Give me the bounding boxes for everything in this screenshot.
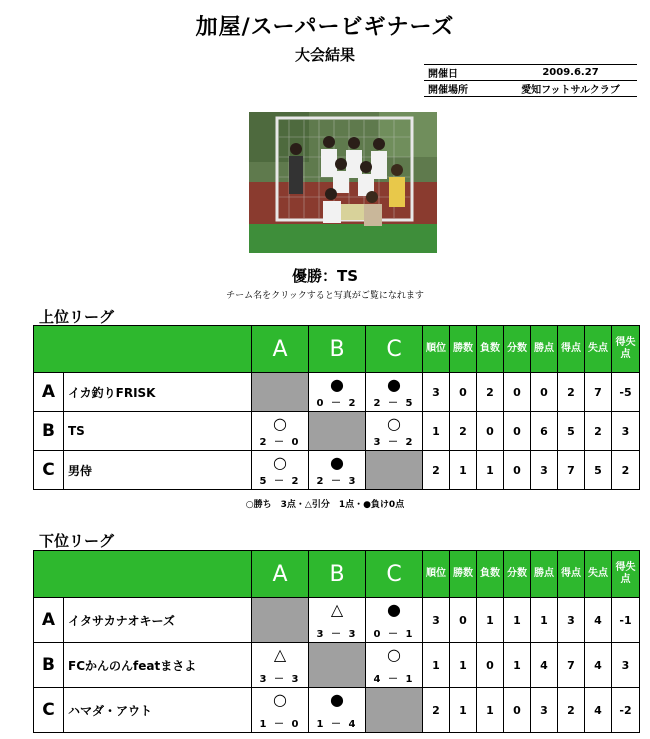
row-letter: C — [34, 688, 64, 733]
scoring-legend: ○勝ち 3点・△引分 1点・●負け0点 — [245, 500, 405, 510]
match-result-cell — [309, 373, 366, 412]
col-header-draws: 分数 — [504, 551, 531, 598]
match-score: 1 － 4 — [316, 719, 358, 730]
stat-goals-against: 5 — [585, 451, 612, 490]
col-header-a: A — [252, 551, 309, 598]
col-header-draws: 分数 — [504, 326, 531, 373]
upper-header-row — [34, 326, 640, 373]
self-match-cell — [252, 373, 309, 412]
header-blank — [34, 326, 252, 373]
win-mark: ○ — [387, 645, 401, 664]
event-venue-value: 愛知フットサルクラブ — [504, 81, 637, 97]
stat-goals-against: 4 — [585, 643, 612, 688]
event-date-value: 2009.6.27 — [504, 65, 637, 81]
col-header-a: A — [252, 326, 309, 373]
stat-goal-diff: -2 — [612, 688, 640, 733]
event-date-row — [424, 65, 637, 81]
table-row — [34, 451, 640, 490]
draw-mark: △ — [273, 645, 287, 664]
match-score: 2 － 0 — [259, 437, 301, 448]
win-mark: ○ — [273, 453, 287, 472]
win-mark: ○ — [273, 690, 287, 709]
stat-draws: 0 — [504, 412, 531, 451]
stat-rank: 3 — [423, 598, 450, 643]
loss-mark: ● — [387, 375, 401, 394]
stat-rank: 1 — [423, 412, 450, 451]
col-header-wins: 勝数 — [450, 551, 477, 598]
match-result-cell — [252, 412, 309, 451]
match-result-cell — [309, 688, 366, 733]
match-score: 5 － 2 — [259, 476, 301, 487]
stat-goals-against: 4 — [585, 688, 612, 733]
team-name-link[interactable]: 男侍 — [64, 451, 252, 490]
stat-draws: 0 — [504, 451, 531, 490]
col-header-losses: 負数 — [477, 326, 504, 373]
lower-league-title: 下位リーグ — [39, 532, 115, 550]
stat-goal-diff: 3 — [612, 643, 640, 688]
col-header-points: 勝点 — [531, 551, 558, 598]
team-photo — [249, 112, 437, 253]
stat-goals-against: 4 — [585, 598, 612, 643]
photo-note: チーム名をクリックすると写真がご覧になれます — [226, 291, 424, 301]
stat-wins: 1 — [450, 688, 477, 733]
match-result-cell — [252, 451, 309, 490]
match-result-cell — [252, 643, 309, 688]
upper-league-table — [33, 325, 640, 490]
stat-goals-for: 7 — [558, 451, 585, 490]
stat-goals-against: 2 — [585, 412, 612, 451]
self-match-cell — [309, 412, 366, 451]
stat-points: 6 — [531, 412, 558, 451]
match-result-cell — [366, 412, 423, 451]
table-row — [34, 643, 640, 688]
match-score: 0 － 1 — [373, 629, 415, 640]
loss-mark: ● — [330, 453, 344, 472]
self-match-cell — [366, 688, 423, 733]
table-row — [34, 373, 640, 412]
self-match-cell — [309, 643, 366, 688]
stat-goals-for: 2 — [558, 688, 585, 733]
match-score: 4 － 1 — [373, 674, 415, 685]
col-header-b: B — [309, 326, 366, 373]
stat-goal-diff: 2 — [612, 451, 640, 490]
stat-points: 4 — [531, 643, 558, 688]
stat-wins: 1 — [450, 451, 477, 490]
col-header-wins: 勝数 — [450, 326, 477, 373]
stat-losses: 0 — [477, 412, 504, 451]
team-name-link[interactable]: FCかんのんfeatまさよ — [64, 643, 252, 688]
match-score: 2 － 5 — [373, 398, 415, 409]
row-letter: A — [34, 373, 64, 412]
col-header-goals-for: 得点 — [558, 326, 585, 373]
match-result-cell — [366, 373, 423, 412]
match-score: 1 － 0 — [259, 719, 301, 730]
col-header-losses: 負数 — [477, 551, 504, 598]
table-row — [34, 688, 640, 733]
stat-rank: 3 — [423, 373, 450, 412]
loss-mark: ● — [330, 375, 344, 394]
page-title: 加屋/スーパービギナーズ — [195, 15, 455, 40]
lower-league-table — [33, 550, 640, 733]
match-score: 3 － 3 — [259, 674, 301, 685]
match-score: 0 － 2 — [316, 398, 358, 409]
header-blank — [34, 551, 252, 598]
col-header-b: B — [309, 551, 366, 598]
match-score: 3 － 2 — [373, 437, 415, 448]
col-header-goals-for: 得点 — [558, 551, 585, 598]
event-venue-label: 開催場所 — [424, 81, 504, 97]
row-letter: B — [34, 643, 64, 688]
col-header-rank: 順位 — [423, 551, 450, 598]
col-header-points: 勝点 — [531, 326, 558, 373]
stat-wins: 0 — [450, 598, 477, 643]
lower-header-row — [34, 551, 640, 598]
table-row — [34, 412, 640, 451]
stat-losses: 1 — [477, 598, 504, 643]
match-result-cell — [309, 598, 366, 643]
col-header-c: C — [366, 326, 423, 373]
stat-points: 1 — [531, 598, 558, 643]
match-score: 3 － 3 — [316, 629, 358, 640]
col-header-goals-against: 失点 — [585, 551, 612, 598]
stat-wins: 0 — [450, 373, 477, 412]
team-name-link[interactable]: イタサカナオキーズ — [64, 598, 252, 643]
match-result-cell — [366, 643, 423, 688]
page-subtitle: 大会結果 — [294, 46, 355, 64]
row-letter: B — [34, 412, 64, 451]
stat-points: 3 — [531, 451, 558, 490]
col-header-goal-diff: 得失点 — [612, 326, 640, 373]
loss-mark: ● — [330, 690, 344, 709]
stat-rank: 2 — [423, 688, 450, 733]
stat-goal-diff: -1 — [612, 598, 640, 643]
match-result-cell — [366, 598, 423, 643]
stat-losses: 1 — [477, 688, 504, 733]
team-name-link[interactable]: ハマダ・アウト — [64, 688, 252, 733]
stat-wins: 1 — [450, 643, 477, 688]
upper-league-title: 上位リーグ — [39, 308, 115, 326]
match-result-cell — [309, 451, 366, 490]
stat-rank: 2 — [423, 451, 450, 490]
stat-points: 0 — [531, 373, 558, 412]
col-header-rank: 順位 — [423, 326, 450, 373]
stat-losses: 1 — [477, 451, 504, 490]
draw-mark: △ — [330, 600, 344, 619]
team-name-link[interactable]: TS — [64, 412, 252, 451]
stat-goals-for: 5 — [558, 412, 585, 451]
col-header-goals-against: 失点 — [585, 326, 612, 373]
stat-draws: 0 — [504, 373, 531, 412]
row-letter: C — [34, 451, 64, 490]
win-mark: ○ — [387, 414, 401, 433]
self-match-cell — [252, 598, 309, 643]
stat-goal-diff: 3 — [612, 412, 640, 451]
stat-wins: 2 — [450, 412, 477, 451]
self-match-cell — [366, 451, 423, 490]
event-venue-row — [424, 81, 637, 97]
stat-losses: 0 — [477, 643, 504, 688]
table-row — [34, 598, 640, 643]
stat-draws: 1 — [504, 643, 531, 688]
winner-label: 優勝：TS — [291, 267, 359, 285]
stat-goals-against: 7 — [585, 373, 612, 412]
stat-rank: 1 — [423, 643, 450, 688]
stat-goals-for: 3 — [558, 598, 585, 643]
loss-mark: ● — [387, 600, 401, 619]
col-header-goal-diff: 得失点 — [612, 551, 640, 598]
stat-goals-for: 7 — [558, 643, 585, 688]
team-name-link[interactable]: イカ釣りFRISK — [64, 373, 252, 412]
match-result-cell — [252, 688, 309, 733]
match-score: 2 － 3 — [316, 476, 358, 487]
col-header-c: C — [366, 551, 423, 598]
event-date-label: 開催日 — [424, 65, 504, 81]
stat-goal-diff: -5 — [612, 373, 640, 412]
stat-losses: 2 — [477, 373, 504, 412]
row-letter: A — [34, 598, 64, 643]
stat-draws: 1 — [504, 598, 531, 643]
team-photo-image — [249, 112, 437, 253]
event-info-table — [424, 64, 637, 97]
stat-points: 3 — [531, 688, 558, 733]
stat-goals-for: 2 — [558, 373, 585, 412]
stat-draws: 0 — [504, 688, 531, 733]
win-mark: ○ — [273, 414, 287, 433]
